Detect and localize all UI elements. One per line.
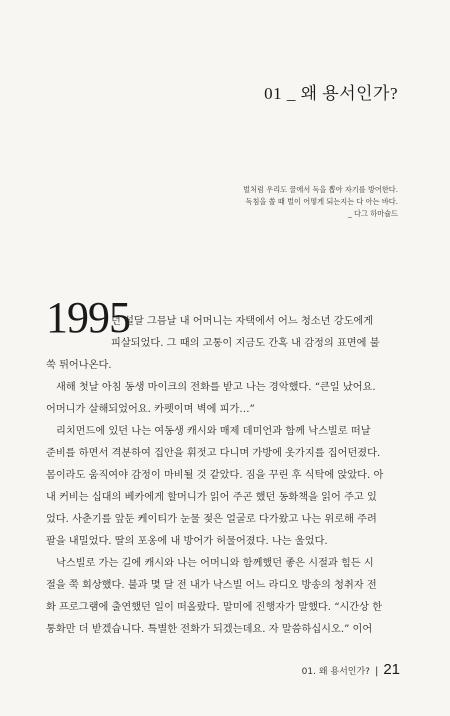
body-line: 준비를 하면서 격분하여 집안을 휘젓고 다니며 가방에 옷가지를 집어던졌다. bbox=[46, 448, 381, 459]
body-line: 어머니가 살해되었어요. 카펫이며 벽에 피가…” bbox=[46, 404, 255, 415]
chapter-title: 01 _ 왜 용서인가? bbox=[264, 84, 398, 103]
body-line: 통화만 더 받겠습니다. 특별한 전화가 되겠는데요. 자 말씀하십시오.” 이어 bbox=[46, 624, 373, 635]
body-line: 몸이라도 움직여야 감정이 마비될 것 같았다. 짐을 꾸린 후 식탁에 앉았다. 아 bbox=[46, 470, 384, 481]
page-number: 21 bbox=[383, 661, 400, 678]
epigraph-line: 벌처럼 우리도 꿀에서 독을 뽑아 자기를 방어한다. bbox=[243, 185, 398, 194]
body-line: 팔을 내밀었다. 딸의 포옹에 내 방어가 허물어졌다. 나는 울었다. bbox=[46, 536, 328, 547]
epigraph bbox=[158, 184, 398, 220]
body-line: 절을 쭉 회상했다. 불과 몇 달 전 내가 낙스빌 어느 라디오 방송의 청취자 전 bbox=[46, 580, 377, 591]
body-line: 리치먼드에 있던 나는 여동생 캐시와 매제 데미언과 함께 낙스빌로 떠날 bbox=[56, 426, 371, 437]
body-line: 피살되었다. 그 때의 고통이 지금도 간혹 내 감정의 표면에 불 bbox=[111, 338, 380, 349]
page-footer bbox=[302, 661, 400, 678]
body-line: 화 프로그램에 출연했던 일이 떠올랐다. 말미에 진행자가 말했다. “시간상 한 bbox=[46, 602, 383, 613]
running-title: 01. 왜 용서인가? bbox=[301, 667, 370, 677]
epigraph-line: 독침을 쏠 때 벌이 어떻게 되는지는 다 아는 바다. bbox=[245, 197, 398, 206]
drop-year: 1995 bbox=[46, 293, 130, 342]
footer-separator: | bbox=[374, 666, 379, 677]
body-line: 었다. 사춘기를 앞둔 케이티가 눈물 젖은 얼굴로 다가왔고 나는 위로해 주려 bbox=[46, 514, 377, 525]
body-line: 년 설달 그믐날 내 어머니는 자택에서 어느 청소년 강도에게 bbox=[111, 316, 374, 327]
body-line: 쑥 튀어나온다. bbox=[46, 360, 112, 371]
body-line: 새해 첫날 아침 동생 마이크의 전화를 받고 나는 경악했다. “큰일 났어요. bbox=[56, 382, 376, 393]
body-line: 낙스빌로 가는 길에 캐시와 나는 어머니와 함께했던 좋은 시절과 힘든 시 bbox=[56, 558, 374, 569]
epigraph-attribution: _ 다그 하마슐드 bbox=[348, 209, 398, 218]
body-line: 내 커비는 십대의 베카에게 할머니가 읽어 주곤 했던 동화책을 읽어 주고 있 bbox=[46, 492, 377, 503]
